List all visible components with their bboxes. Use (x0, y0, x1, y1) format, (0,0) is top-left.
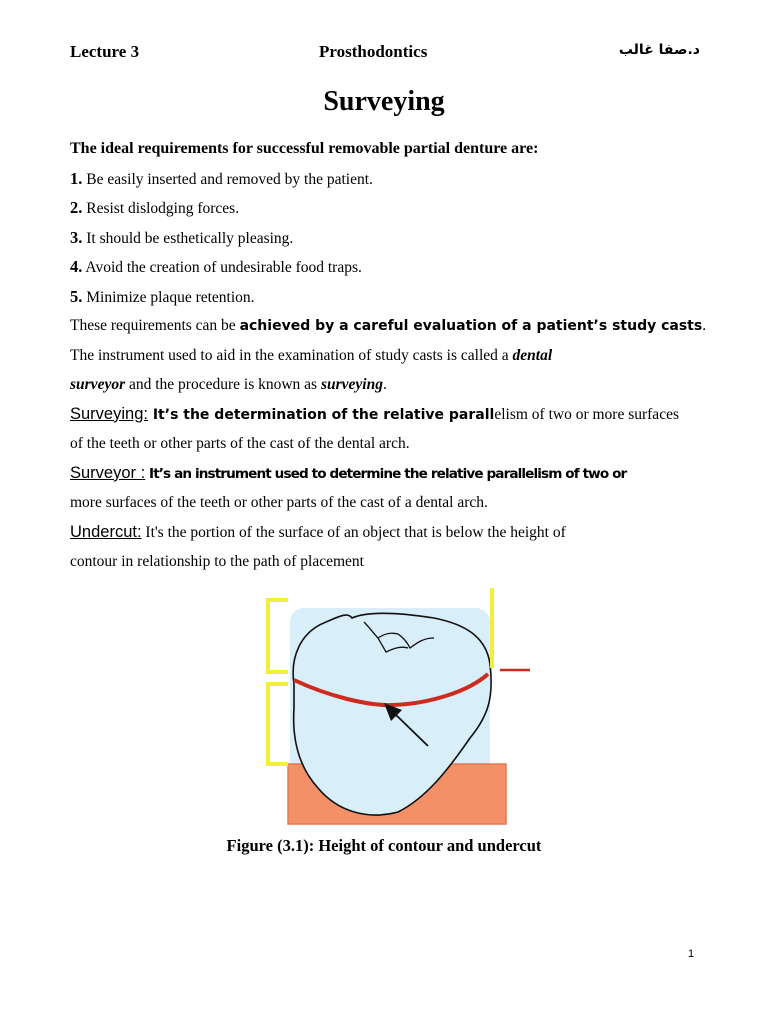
page-header (70, 42, 700, 68)
undercut-definition-line2: contour in relationship to the path of placement (70, 553, 364, 570)
item-number: 4. (70, 257, 83, 276)
evaluation-paragraph (70, 311, 710, 341)
instrument-text: The instrument used to aid in the examination of study casts is called a (70, 346, 513, 364)
undercut-term: Undercut: (70, 522, 142, 541)
instrument-paragraph-line1 (70, 341, 710, 371)
term-dental: dental (512, 346, 553, 364)
item-text: Resist dislodging forces. (82, 200, 240, 217)
evaluation-text: These requirements can be (70, 317, 240, 334)
surveyor-emphasis: It’s an instrument used to determine the relative parallelism of two or (145, 465, 627, 482)
requirements-intro: The ideal requirements for successful removable partial denture are: (70, 140, 539, 157)
undercut-text: It's the portion of the surface of an object that is below the height of (141, 523, 566, 541)
requirement-item (70, 164, 710, 194)
instrument-text-mid: and the procedure is known as (125, 376, 321, 393)
surveying-definition-line2: of the teeth or other parts of the cast of the dental arch. (70, 435, 410, 452)
term-surveying: surveying (320, 376, 383, 393)
undercut-definition (70, 518, 710, 548)
instrument-end: . (382, 376, 387, 393)
upper-bracket (268, 600, 288, 672)
item-number: 5. (70, 286, 83, 306)
item-text: It should be esthetically pleasing. (82, 229, 294, 247)
requirement-item (70, 223, 710, 253)
surveyor-definition (70, 459, 710, 489)
lecture-label: Lecture 3 (70, 42, 140, 61)
surveyor-term: Surveyor : (70, 463, 146, 482)
item-text: Minimize plaque retention. (82, 288, 255, 306)
item-text: Avoid the creation of undesirable food traps. (82, 259, 362, 276)
subject-label: Prosthodontics (319, 42, 428, 61)
page-number: 1 (688, 948, 695, 960)
lower-bracket (268, 684, 288, 764)
evaluation-end: . (702, 317, 707, 334)
requirement-item (70, 282, 710, 312)
instrument-paragraph-line2 (70, 370, 710, 400)
surveying-text: elism of two or more surfaces (494, 405, 679, 423)
requirement-item (70, 252, 710, 282)
surveying-emphasis: It’s the determination of the relative parall (147, 406, 495, 423)
item-number: 3. (70, 227, 83, 247)
page-title: Surveying (323, 86, 445, 117)
item-number: 1. (70, 168, 83, 188)
term-surveyor: surveyor (70, 376, 126, 393)
body-text (70, 134, 710, 577)
item-text: Be easily inserted and removed by the patient. (82, 170, 373, 188)
item-number: 2. (70, 198, 83, 217)
surveyor-definition-line2: more surfaces of the teeth or other parts of the cast of a dental arch. (70, 494, 488, 511)
requirement-item (70, 193, 710, 223)
figure-caption: Figure (3.1): Height of contour and undercut (226, 836, 542, 855)
evaluation-emphasis: achieved by a careful evaluation of a patient’s study casts (239, 318, 703, 334)
surveying-term: Surveying: (70, 404, 148, 423)
surveying-definition (70, 400, 710, 430)
tooth-contour-figure (258, 588, 538, 828)
author-label: د.صفا غالب (618, 42, 700, 58)
